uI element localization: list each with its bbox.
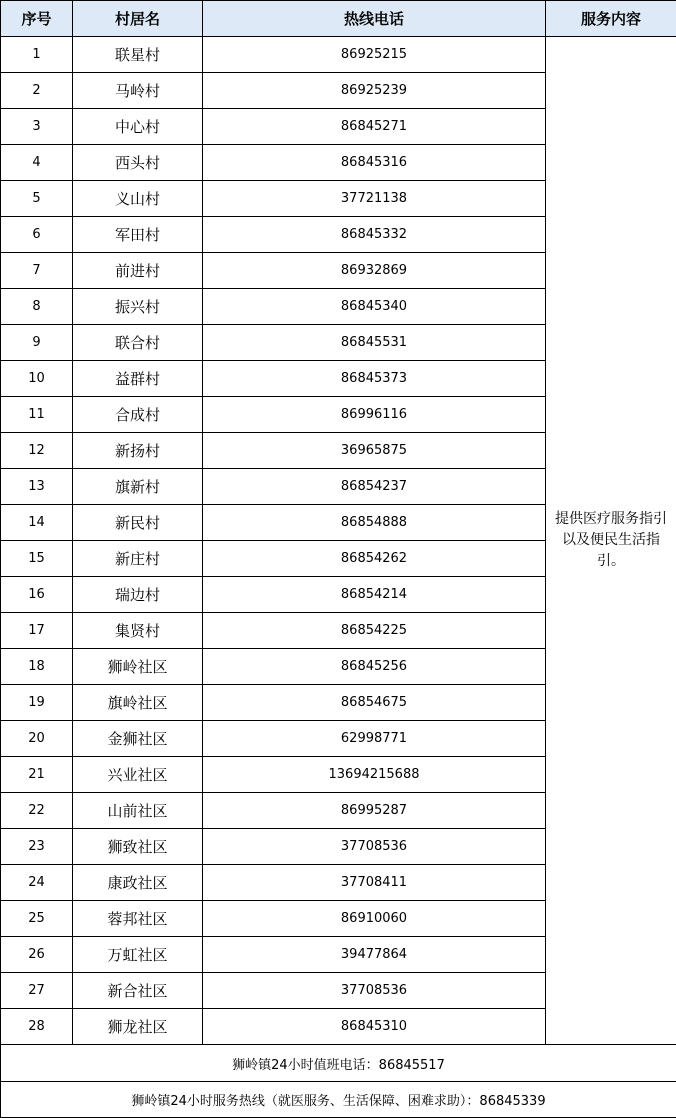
cell-seq: 19 — [1, 685, 73, 721]
cell-seq: 7 — [1, 253, 73, 289]
service-content: 提供医疗服务指引以及便民生活指引。 — [546, 37, 676, 1045]
cell-village: 蓉邦社区 — [73, 901, 203, 937]
cell-village: 集贤村 — [73, 613, 203, 649]
cell-village: 山前社区 — [73, 793, 203, 829]
cell-phone: 86995287 — [203, 793, 546, 829]
cell-village: 联星村 — [73, 37, 203, 73]
cell-seq: 16 — [1, 577, 73, 613]
cell-seq: 11 — [1, 397, 73, 433]
cell-phone: 86854214 — [203, 577, 546, 613]
cell-phone: 39477864 — [203, 937, 546, 973]
header-row — [1, 1, 676, 37]
cell-seq: 12 — [1, 433, 73, 469]
cell-seq: 26 — [1, 937, 73, 973]
cell-village: 康政社区 — [73, 865, 203, 901]
cell-village: 狮龙社区 — [73, 1009, 203, 1045]
header-service: 服务内容 — [546, 1, 676, 37]
cell-village: 新民村 — [73, 505, 203, 541]
cell-village: 新合社区 — [73, 973, 203, 1009]
cell-village: 益群村 — [73, 361, 203, 397]
header-village: 村居名 — [73, 1, 203, 37]
cell-village: 狮岭社区 — [73, 649, 203, 685]
cell-seq: 28 — [1, 1009, 73, 1045]
cell-seq: 9 — [1, 325, 73, 361]
cell-phone: 86925239 — [203, 73, 546, 109]
cell-phone: 86854262 — [203, 541, 546, 577]
table-row — [1, 37, 676, 73]
cell-village: 金狮社区 — [73, 721, 203, 757]
cell-phone: 86854225 — [203, 613, 546, 649]
cell-phone: 86932869 — [203, 253, 546, 289]
cell-village: 军田村 — [73, 217, 203, 253]
cell-seq: 4 — [1, 145, 73, 181]
cell-phone: 37708536 — [203, 973, 546, 1009]
cell-seq: 22 — [1, 793, 73, 829]
cell-seq: 27 — [1, 973, 73, 1009]
cell-phone: 37708536 — [203, 829, 546, 865]
cell-phone: 86845271 — [203, 109, 546, 145]
cell-phone: 13694215688 — [203, 757, 546, 793]
cell-village: 新扬村 — [73, 433, 203, 469]
cell-seq: 18 — [1, 649, 73, 685]
cell-seq: 1 — [1, 37, 73, 73]
cell-village: 万虹社区 — [73, 937, 203, 973]
cell-village: 中心村 — [73, 109, 203, 145]
table-body — [1, 37, 676, 1045]
cell-phone: 37708411 — [203, 865, 546, 901]
cell-village: 瑞边村 — [73, 577, 203, 613]
cell-seq: 5 — [1, 181, 73, 217]
cell-phone: 36965875 — [203, 433, 546, 469]
cell-seq: 25 — [1, 901, 73, 937]
cell-village: 兴业社区 — [73, 757, 203, 793]
cell-village: 合成村 — [73, 397, 203, 433]
cell-village: 马岭村 — [73, 73, 203, 109]
cell-seq: 23 — [1, 829, 73, 865]
cell-village: 西头村 — [73, 145, 203, 181]
cell-phone: 86845310 — [203, 1009, 546, 1045]
cell-phone: 86925215 — [203, 37, 546, 73]
cell-seq: 10 — [1, 361, 73, 397]
cell-seq: 24 — [1, 865, 73, 901]
cell-phone: 86845316 — [203, 145, 546, 181]
cell-phone: 86845373 — [203, 361, 546, 397]
cell-village: 旗新村 — [73, 469, 203, 505]
cell-phone: 86845340 — [203, 289, 546, 325]
cell-seq: 14 — [1, 505, 73, 541]
cell-seq: 2 — [1, 73, 73, 109]
duty-phone-text: 狮岭镇24小时值班电话：86845517 — [1, 1045, 676, 1082]
cell-phone: 86910060 — [203, 901, 546, 937]
cell-seq: 15 — [1, 541, 73, 577]
cell-seq: 6 — [1, 217, 73, 253]
cell-seq: 17 — [1, 613, 73, 649]
header-phone: 热线电话 — [203, 1, 546, 37]
cell-village: 旗岭社区 — [73, 685, 203, 721]
header-seq: 序号 — [1, 1, 73, 37]
cell-village: 新庄村 — [73, 541, 203, 577]
cell-seq: 3 — [1, 109, 73, 145]
cell-phone: 37721138 — [203, 181, 546, 217]
cell-village: 义山村 — [73, 181, 203, 217]
cell-phone: 86845256 — [203, 649, 546, 685]
cell-phone: 86854237 — [203, 469, 546, 505]
service-hotline-text: 狮岭镇24小时服务热线（就医服务、生活保障、困难求助）：86845339 — [1, 1082, 676, 1118]
cell-phone: 86845531 — [203, 325, 546, 361]
cell-village: 前进村 — [73, 253, 203, 289]
cell-village: 联合村 — [73, 325, 203, 361]
footer-row-duty — [1, 1045, 676, 1082]
cell-phone: 62998771 — [203, 721, 546, 757]
cell-seq: 20 — [1, 721, 73, 757]
cell-phone: 86996116 — [203, 397, 546, 433]
cell-phone: 86845332 — [203, 217, 546, 253]
cell-phone: 86854888 — [203, 505, 546, 541]
cell-seq: 21 — [1, 757, 73, 793]
cell-phone: 86854675 — [203, 685, 546, 721]
cell-seq: 13 — [1, 469, 73, 505]
cell-village: 振兴村 — [73, 289, 203, 325]
cell-seq: 8 — [1, 289, 73, 325]
footer-row-hotline — [1, 1082, 676, 1118]
cell-village: 狮致社区 — [73, 829, 203, 865]
